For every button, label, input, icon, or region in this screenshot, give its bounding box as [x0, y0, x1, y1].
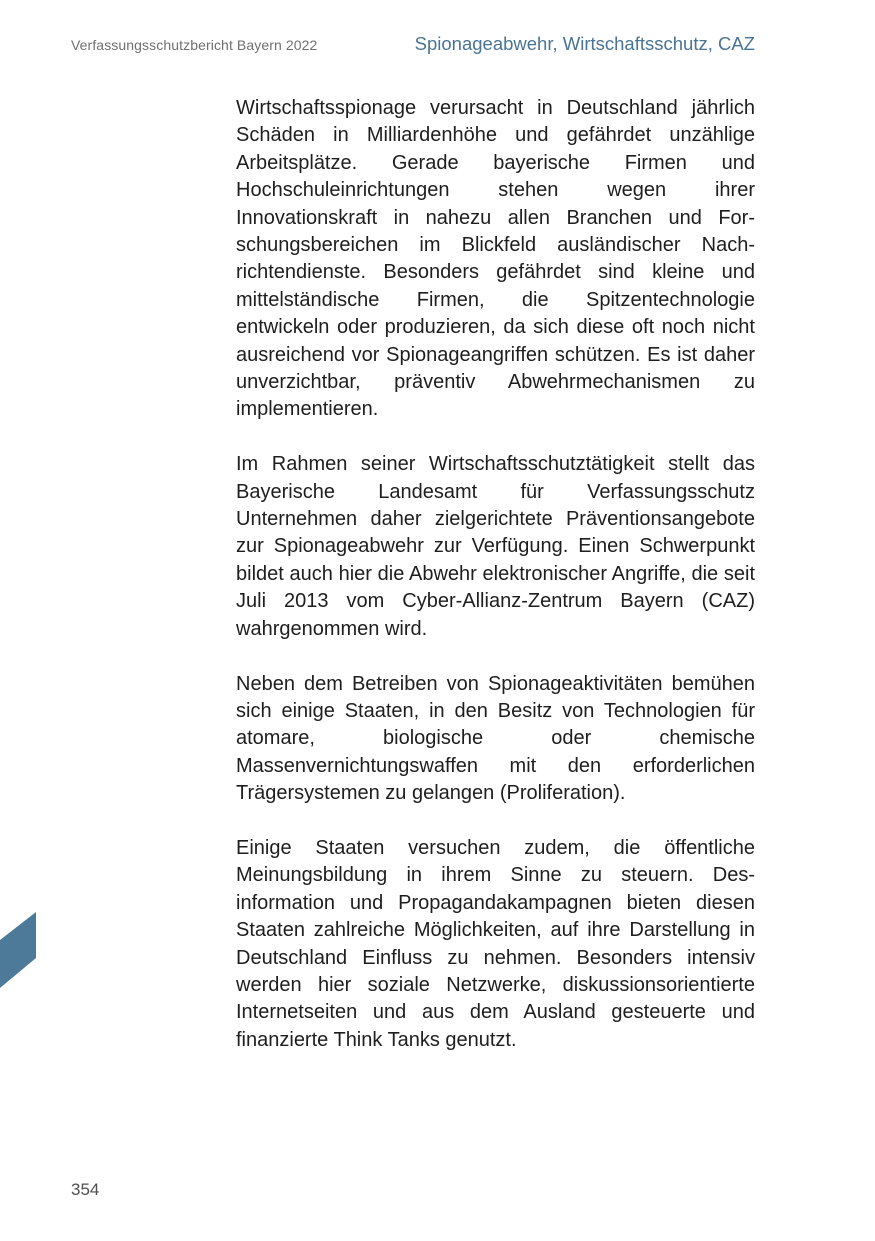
- page-number: 354: [71, 1180, 100, 1199]
- chapter-tab-marker: [0, 912, 36, 988]
- running-header-title: Verfassungsschutzbericht Bayern 2022: [71, 37, 318, 53]
- paragraph-4: Einige Staaten versuchen zudem, die öffentliche Meinungsbildung in ihrem Sinne zu steuern. Desinformation und Propagandakampagnen bieten diesen Staaten zahlreiche Möglichkeiten, auf ihre Darstellung in Deutschland Einfluss zu nehmen. Besonders intensiv werden hier soziale Netzwerke, diskussionsorientierte Internetseiten und aus dem Ausland gesteuerte und finanzierte Think Tanks genutzt.: [236, 836, 755, 1051]
- paragraph-1: Wirtschaftsspionage verursacht in Deutschland jährlich Schäden in Milliardenhöhe und gefährdet unzählige Arbeitsplätze. Gerade bayerische Firmen und Hochschuleinrichtungen stehen wegen ihrer Innovationskraft in nahezu allen Branchen und Forschungsbereichen im Blickfeld ausländischer Nachrichtendienste. Besonders gefährdet sind kleine und mittelständische Firmen, die Spitzentechnologie entwickeln oder produzieren, da sich diese oft noch nicht ausreichend vor Spionageangriffen schützen. Es ist daher unverzichtbar, präventiv Abwehrmechanismen zu implementieren.: [236, 97, 755, 421]
- paragraph-2: Im Rahmen seiner Wirtschaftsschutztätigkeit stellt das Bayerische Landesamt für Verfassungsschutz Unternehmen daher zielgerichtete Präventionsangebote zur Spionageabwehr zur Verfügung. Einen Schwerpunkt bildet auch hier die Abwehr elektronischer Angriffe, die seit Juli 2013 vom Cyber-Allianz-Zentrum Bayern (CAZ) wahrgenommen wird.: [236, 453, 755, 640]
- running-header-section: Spionageabwehr, Wirtschaftsschutz, CAZ: [414, 33, 755, 54]
- body-text: [236, 95, 755, 1082]
- paragraph-3: Neben dem Betreiben von Spionageaktivitäten bemühen sich einige Staaten, in den Besitz von Technologien für atomare, biologische oder chemische Massenvernichtungswaffen mit den erforderlichen Trägersystemen zu gelangen (Proliferation).: [236, 672, 755, 805]
